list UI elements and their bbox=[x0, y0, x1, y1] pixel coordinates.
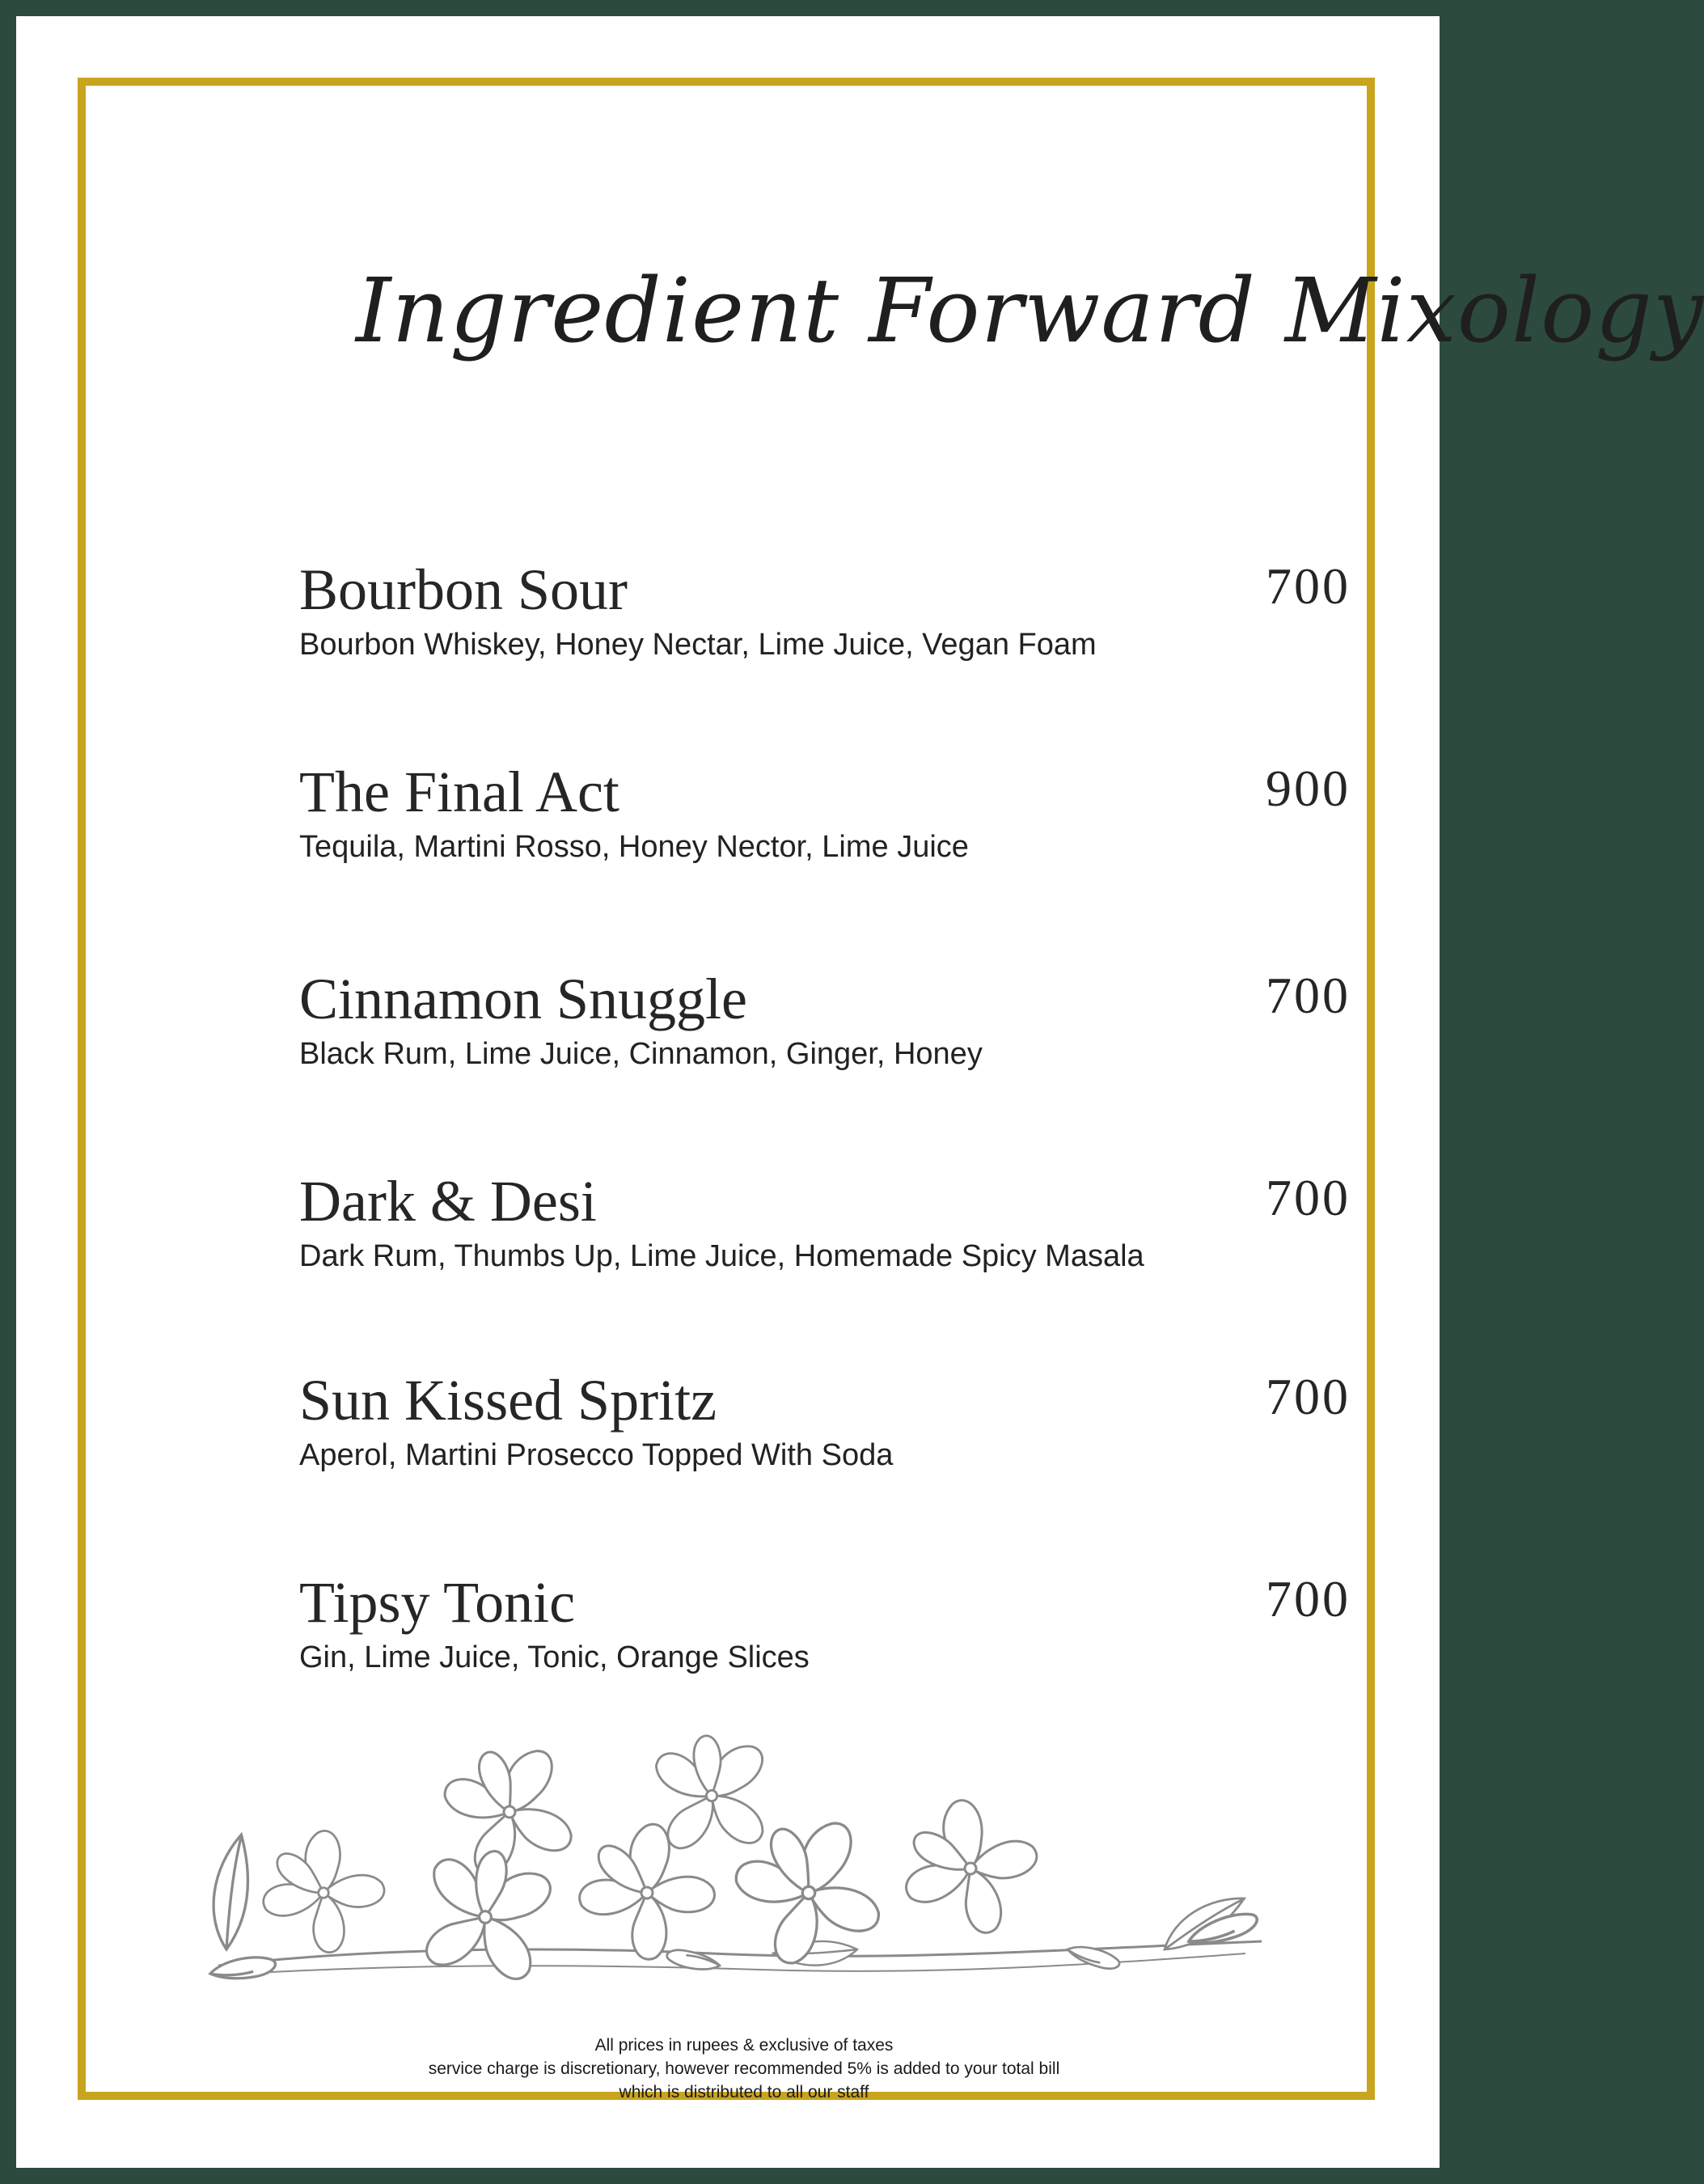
item-name: Dark & Desi bbox=[299, 1169, 597, 1234]
menu-item-sun-kissed-spritz bbox=[299, 1367, 1351, 1496]
item-description: Tequila, Martini Rosso, Honey Nector, Lime Juice bbox=[299, 830, 969, 864]
menu-item-bourbon-sour bbox=[299, 557, 1351, 686]
item-description: Aperol, Martini Prosecco Topped With Soda bbox=[299, 1438, 894, 1472]
menu-item-cinnamon-snuggle bbox=[299, 966, 1351, 1095]
item-name: Cinnamon Snuggle bbox=[299, 967, 747, 1031]
item-name: Sun Kissed Spritz bbox=[299, 1368, 717, 1433]
menu-item-the-final-act bbox=[299, 759, 1351, 888]
item-price: 900 bbox=[1266, 760, 1351, 817]
item-name: The Final Act bbox=[299, 760, 619, 824]
item-price: 700 bbox=[1266, 1570, 1351, 1627]
item-name: Bourbon Sour bbox=[299, 557, 628, 622]
menu-item-dark-and-desi bbox=[299, 1168, 1351, 1297]
item-name: Tipsy Tonic bbox=[299, 1570, 576, 1635]
footer-note bbox=[340, 2034, 1148, 2104]
item-description: Dark Rum, Thumbs Up, Lime Juice, Homemade Spicy Masala bbox=[299, 1239, 1144, 1273]
frangipani-flowers-illustration bbox=[194, 1707, 1294, 2014]
item-price: 700 bbox=[1266, 1368, 1351, 1425]
menu-title: Ingredient Forward Mixology bbox=[356, 259, 1704, 362]
item-description: Bourbon Whiskey, Honey Nectar, Lime Juice, Vegan Foam bbox=[299, 628, 1097, 662]
item-price: 700 bbox=[1266, 967, 1351, 1024]
menu-page bbox=[16, 16, 1704, 2168]
item-description: Black Rum, Lime Juice, Cinnamon, Ginger, Honey bbox=[299, 1037, 983, 1071]
item-price: 700 bbox=[1266, 557, 1351, 615]
footer-line-taxes: All prices in rupees & exclusive of taxes bbox=[594, 2036, 894, 2055]
menu-item-tipsy-tonic bbox=[299, 1569, 1351, 1699]
footer-line-service-charge: service charge is discretionary, however recommended 5% is added to your total bill bbox=[428, 2059, 1060, 2078]
footer-line-staff: which is distributed to all our staff bbox=[619, 2083, 869, 2101]
item-description: Gin, Lime Juice, Tonic, Orange Slices bbox=[299, 1640, 810, 1674]
item-price: 700 bbox=[1266, 1169, 1351, 1226]
